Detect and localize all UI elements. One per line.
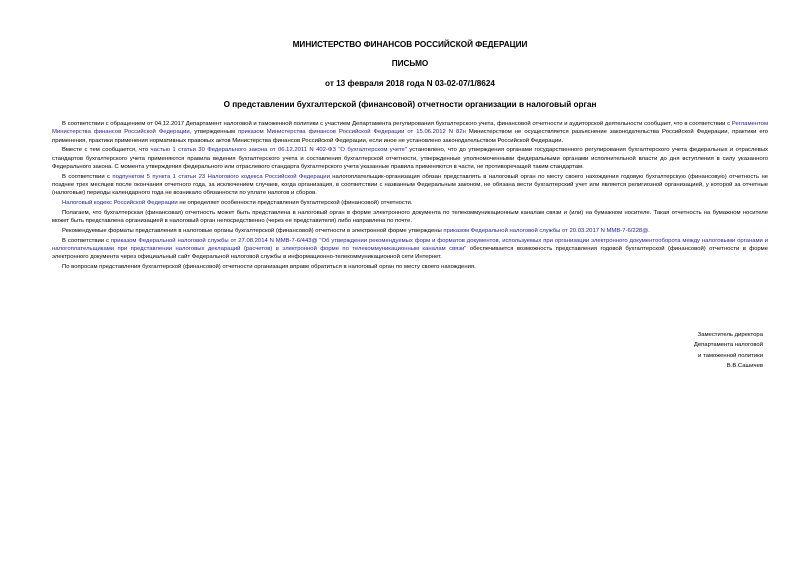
paragraph-3: В соответствии с подпунктом 5 пункта 1 статьи 23 Налогового кодекса Российской Федерации налогоплательщик-организация обязан представлять в налоговый орган по месту своего нахождения годовую бухгалтерскую (финансовую) отчетность не позднее трех месяцев после окончания отчетного года, за исключением случаев, когда организация, в соответствии с названным Федеральным законом, не обязана вести бухгалтерский учет или является религиозной организацией, у которой за отчетные (налоговые) периоды календарного года не возникало обязанности по уплате налогов и сборов. [52,173,768,197]
paragraph-6: Рекомендуемые форматы представления в налоговые органы бухгалтерской (финансовой) отчетности в электронной форме утверждены приказом Федеральной налоговой службы от 20.03.2017 N ММВ-7-6/228@. [62,228,650,235]
signature-position-line-3: и таможенной политики [698,352,763,359]
document-date-number: от 13 февраля 2018 года N 03-02-07/1/8624 [325,79,495,88]
link-tax-code[interactable]: Налоговый кодекс Российской Федерации [62,200,178,207]
paragraph-7: В соответствии с приказом Федеральной налоговой службы от 27.08.2014 N ММВ-7-6/443@ "Об утверждении рекомендуемых форм и форматов документов, используемых при организации электронного документооборота между налоговыми органами и налогоплательщиками при представлении налоговых деклараций (расчетов) в электронной форме по телекоммуникационным каналам связи" обеспечивается возможность представления годовой бухгалтерской (финансовой) отчетности в форме электронного документа через официальный сайт Федеральной налоговой службы в информационно-телекоммуникационной сети Интернет. [52,237,768,261]
signature-position-line-2: Департамента налоговой [693,342,763,349]
link-order-82n[interactable]: приказом Министерства финансов Российской Федерации от 15.06.2012 N 82н [238,129,466,136]
signature-position-line-1: Заместитель директора [697,332,763,338]
document-page [52,40,768,273]
ministry-heading: МИНИСТЕРСТВО ФИНАНСОВ РОССИЙСКОЙ ФЕДЕРАЦИИ [292,40,528,49]
link-fns-order-228[interactable]: приказом Федеральной налоговой службы от 20.03.2017 N ММВ-7-6/228@ [443,228,649,235]
paragraph-1: В соответствии с обращением от 04.12.2017 Департамент налоговой и таможенной политики с участием Департамента регулирования бухгалтерского учета, финансовой отчетности и аудиторской деятельности сообщает, что в соответствии с Регламентом Министерства финансов Российской Федерации, утвержденным приказом Министерства финансов Российской Федерации от 15.06.2012 N 82н Министерством не осуществляется разъяснение законодательства Российской Федерации, практики его применения, практики применения нормативных правовых актов Министерства финансов Российской Федерации, если иное не установлено законодательством Российской Федерации. [52,121,768,144]
document-body [52,120,768,272]
paragraph-4: Налоговый кодекс Российской Федерации не определяет особенности представления бухгалтерской (финансовой) отчетности. [62,200,413,207]
document-type: ПИСЬМО [391,59,429,68]
paragraph-2: Вместе с тем сообщается, что частью 1 статьи 30 Федерального закона от 06.12.2011 N 402-ФЗ "О бухгалтерском учете" установлено, что до утверждения органами государственного регулирования бухгалтерского учета федеральных и отраслевых стандартов бухгалтерского учета применяются правила ведения бухгалтерского учета и составления бухгалтерской отчетности, утвержденные уполномоченными федеральными органами исполнительной власти до дня вступления в силу указанного Федерального закона. С момента утверждения федерального или отраслевого стандарта бухгалтерского учета указанные правила применяются в части, не противоречащей таким стандартам. [52,147,768,170]
link-tax-code-article-23[interactable]: подпунктом 5 пункта 1 статьи 23 Налогового кодекса Российской Федерации [112,173,330,180]
link-fns-order-443[interactable]: приказом Федеральной налоговой службы от 27.08.2014 N ММВ-7-6/443@ "Об утверждении рекомендуемых форм и форматов документов, используемых при организации электронного документооборота между налоговыми органами и налогоплательщиками при представлении налоговых деклараций (расчетов) в электронной форме по телекоммуникационным каналам связи" [52,237,768,253]
signatory-name: В.В.Сашичев [726,362,763,369]
document-subject: О представлении бухгалтерской (финансовой) отчетности организации в налоговый орган [223,100,597,109]
signature-block [694,330,763,371]
link-ministry-regulation[interactable]: Регламентом Министерства финансов Российской Федерации [52,121,768,136]
link-law-402fz[interactable]: частью 1 статьи 30 Федерального закона от 06.12.2011 N 402-ФЗ "О бухгалтерском учете" [150,147,407,154]
paragraph-8: По вопросам представления бухгалтерской (финансовой) отчетности организация вправе обратиться в налоговый орган по месту своего нахождения. [62,264,476,271]
paragraph-5: Полагаем, что бухгалтерская (финансовая) отчетность может быть представлена в налоговый орган в форме электронного документа по телекоммуникационным каналам связи и (или) на бумажном носителе. Такая отчетность на бумажном носителе может быть представлена организацией в налоговый орган непосредственно (через ее представителя) либо направлена по почте. [52,209,768,225]
